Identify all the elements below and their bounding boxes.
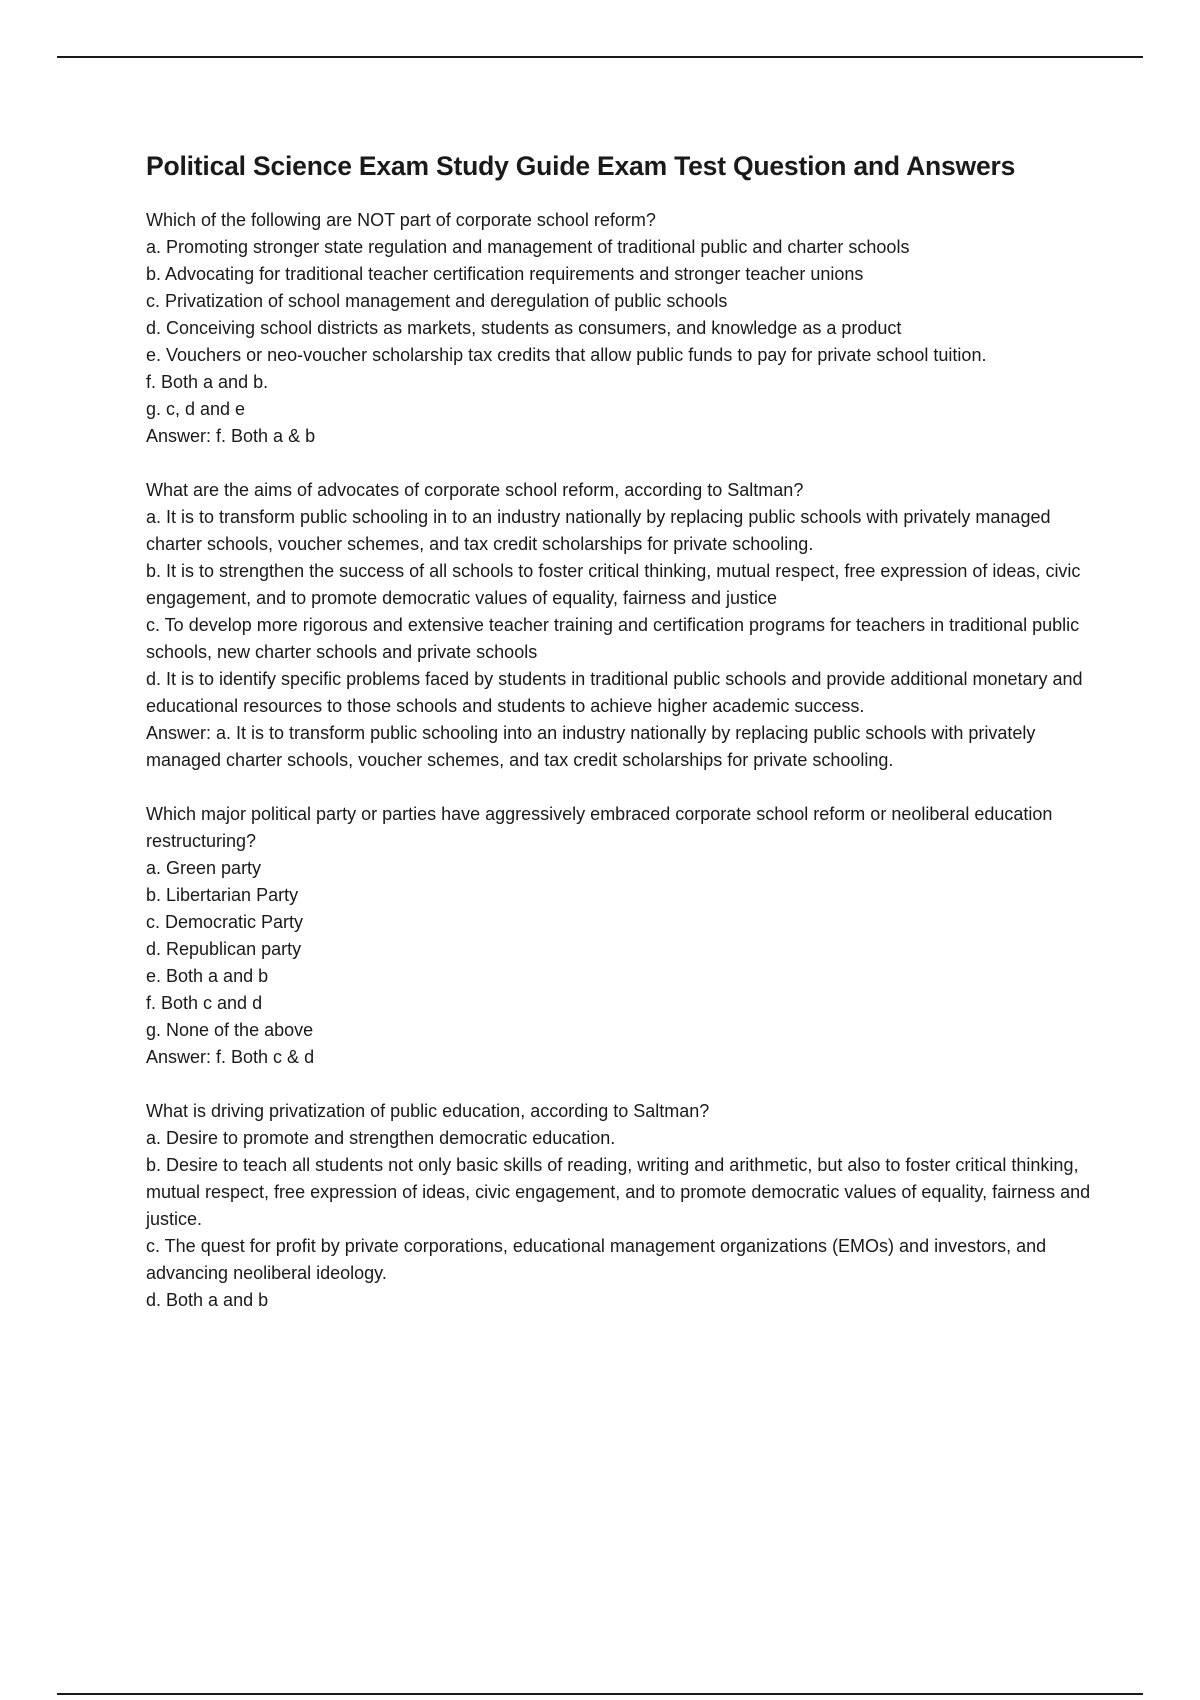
option-g: g. c, d and e: [146, 399, 246, 419]
option-a: a. Promoting stronger state regulation and management of traditional public and charter schools: [146, 237, 910, 257]
bottom-rule: [57, 1693, 1143, 1695]
answer-text: Answer: f. Both c & d: [146, 1047, 315, 1067]
option-d: d. Conceiving school districts as markets, students as consumers, and knowledge as a product: [146, 318, 902, 338]
option-e: e. Both a and b: [146, 966, 269, 986]
option-b: b. Advocating for traditional teacher certification requirements and stronger teacher unions: [146, 264, 864, 284]
option-a: a. Desire to promote and strengthen democratic education.: [146, 1128, 616, 1148]
page-title: Political Science Exam Study Guide Exam Test Question and Answers: [146, 151, 1016, 181]
answer-text: Answer: f. Both a & b: [146, 426, 316, 446]
option-a: a. Green party: [146, 858, 262, 878]
option-e: e. Vouchers or neo-voucher scholarship tax credits that allow public funds to pay for private school tuition.: [146, 345, 987, 365]
option-c: c. Privatization of school management and deregulation of public schools: [146, 291, 728, 311]
option-c: c. Democratic Party: [146, 912, 304, 932]
question-block-4: [146, 1098, 1096, 1314]
question-block-2: [146, 477, 1096, 774]
option-f: f. Both c and d: [146, 993, 263, 1013]
option-d: d. Both a and b: [146, 1290, 269, 1310]
option-g: g. None of the above: [146, 1020, 314, 1040]
option-b: b. It is to strengthen the success of all schools to foster critical thinking, mutual respect, free expression of ideas, civic engagement, and to promote democratic values of equality, fairness and justice: [146, 561, 1081, 608]
question-text: What is driving privatization of public education, according to Saltman?: [146, 1101, 710, 1121]
question-block-1: [146, 207, 1096, 450]
option-d: d. Republican party: [146, 939, 302, 959]
option-b: b. Desire to teach all students not only basic skills of reading, writing and arithmetic, but also to foster critical thinking, mutual respect, free expression of ideas, civic engagement, and to promote democratic values of equality, fairness and justice.: [146, 1155, 1091, 1229]
question-block-3: [146, 801, 1096, 1071]
document-page: [146, 148, 1096, 1341]
option-d: d. It is to identify specific problems faced by students in traditional public schools and provide additional monetary and educational resources to those schools and students to achieve higher academic success.: [146, 669, 1083, 716]
option-f: f. Both a and b.: [146, 372, 269, 392]
answer-text: Answer: a. It is to transform public schooling into an industry nationally by replacing public schools with privately managed charter schools, voucher schemes, and tax credit scholarships for private schooling.: [146, 723, 1036, 770]
option-c: c. The quest for profit by private corporations, educational management organizations (EMOs) and investors, and advancing neoliberal ideology.: [146, 1236, 1047, 1283]
top-rule: [57, 56, 1143, 58]
option-c: c. To develop more rigorous and extensive teacher training and certification programs for teachers in traditional public schools, new charter schools and private schools: [146, 615, 1080, 662]
question-text: Which major political party or parties have aggressively embraced corporate school reform or neoliberal education restructuring?: [146, 804, 1053, 851]
option-b: b. Libertarian Party: [146, 885, 299, 905]
option-a: a. It is to transform public schooling in to an industry nationally by replacing public schools with privately managed charter schools, voucher schemes, and tax credit scholarships for private schooling.: [146, 507, 1051, 554]
question-text: Which of the following are NOT part of corporate school reform?: [146, 210, 656, 230]
question-text: What are the aims of advocates of corporate school reform, according to Saltman?: [146, 480, 804, 500]
